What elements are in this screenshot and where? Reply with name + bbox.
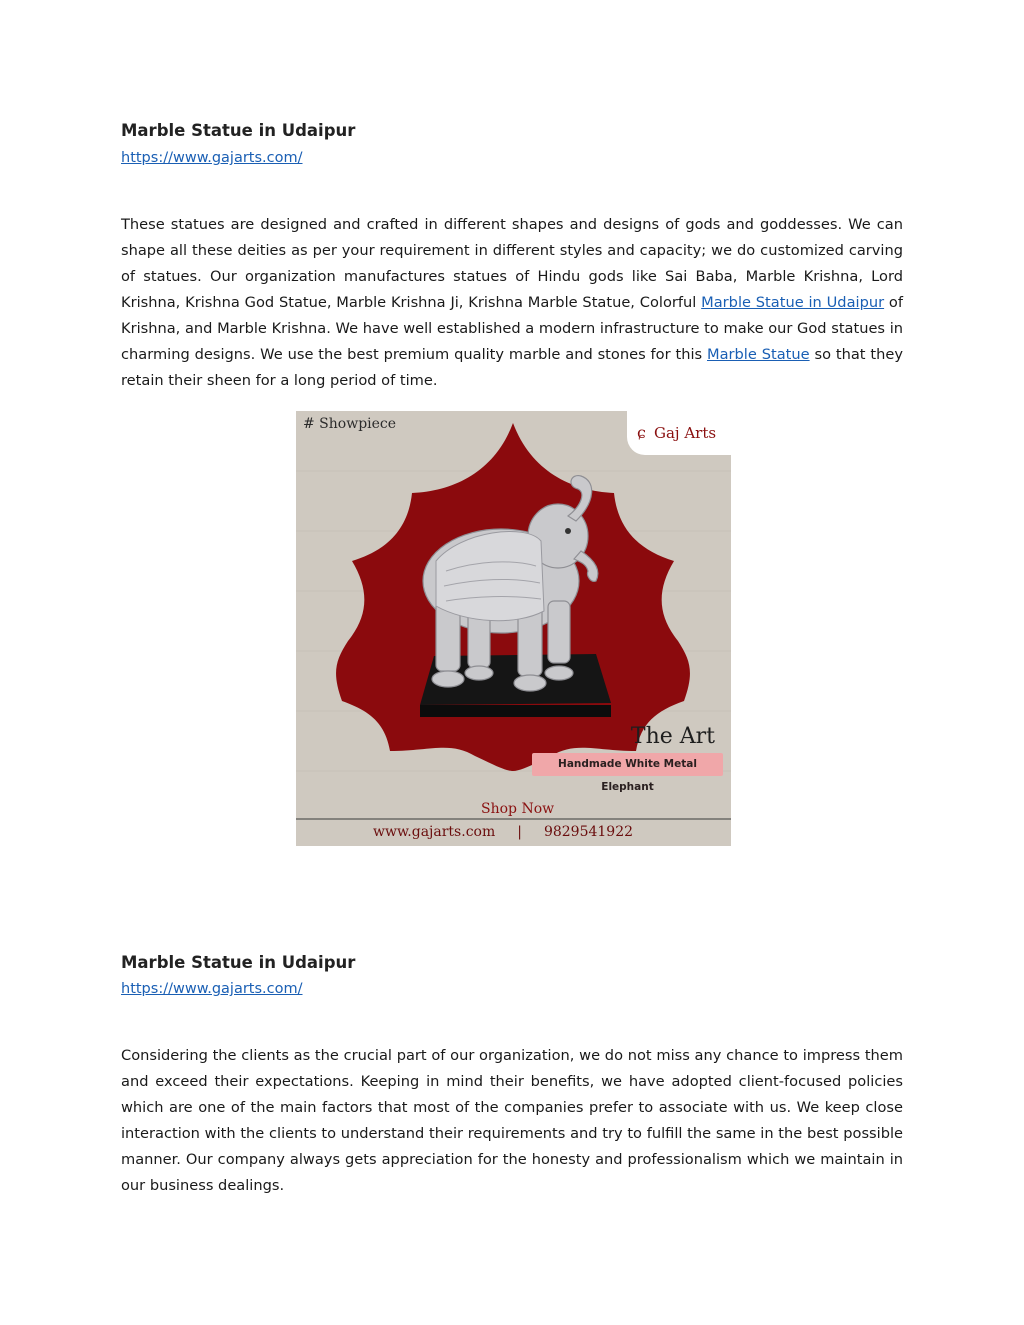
website-link[interactable]: https://www.gajarts.com/ <box>121 150 303 166</box>
section-heading: Marble Statue in Udaipur <box>121 121 356 140</box>
showpiece-tag: # Showpiece <box>303 416 397 432</box>
brand-logo-box <box>627 411 731 455</box>
footer-website: www.gajarts.com <box>373 824 496 840</box>
brand-logo-text: Gaj Arts <box>654 424 717 442</box>
marble-statue-link[interactable]: Marble Statue <box>707 346 810 363</box>
product-name-badge: Handmade White Metal Elephant <box>532 753 723 776</box>
footer-separator: | <box>517 824 522 840</box>
banner-footer <box>373 824 633 840</box>
product-banner-image <box>296 411 731 846</box>
section-heading: Marble Statue in Udaipur <box>121 953 356 972</box>
paragraph-text: These statues are designed and crafted in different shapes and designs of gods and goddesses. We can shape all these deities as per your requirement in different styles and capacity; we do customized carving of statues. Our organization manufactures statues of Hindu gods like Sai Baba, Marble Krishna, Lord Krishna, Krishna God Statue, Marble Krishna Ji, Krishna Marble Statue, Colorful <box>121 216 903 311</box>
shop-now-text: Shop Now <box>481 801 555 817</box>
paragraph-text: of Krishna, and Marble Krishna. We have well established a modern infrastructure to make our God statues in charming designs. We use the best premium quality marble and stones for this <box>121 294 903 363</box>
banner-title: The Art <box>630 724 715 749</box>
footer-phone: 9829541922 <box>543 824 634 840</box>
paragraph-text: so that they retain their sheen for a long period of time. <box>121 346 903 389</box>
section-paragraph <box>121 212 903 394</box>
website-link[interactable]: https://www.gajarts.com/ <box>121 981 303 997</box>
marble-statue-udaipur-link[interactable]: Marble Statue in Udaipur <box>701 294 885 311</box>
elephant-trunk-icon: ɕ <box>637 423 646 442</box>
section-paragraph: Considering the clients as the crucial part of our organization, we do not miss any chance to impress them and exceed their expectations. Keeping in mind their benefits, we have adopted client-focused policies which are one of the main factors that most of the companies prefer to associate with us. We keep close interaction with the clients to understand their requirements and try to fulfill the same in the best possible manner. Our company always gets appreciation for the honesty and professionalism which we maintain in our business dealings. <box>121 1047 903 1194</box>
banner-artwork <box>296 411 731 846</box>
